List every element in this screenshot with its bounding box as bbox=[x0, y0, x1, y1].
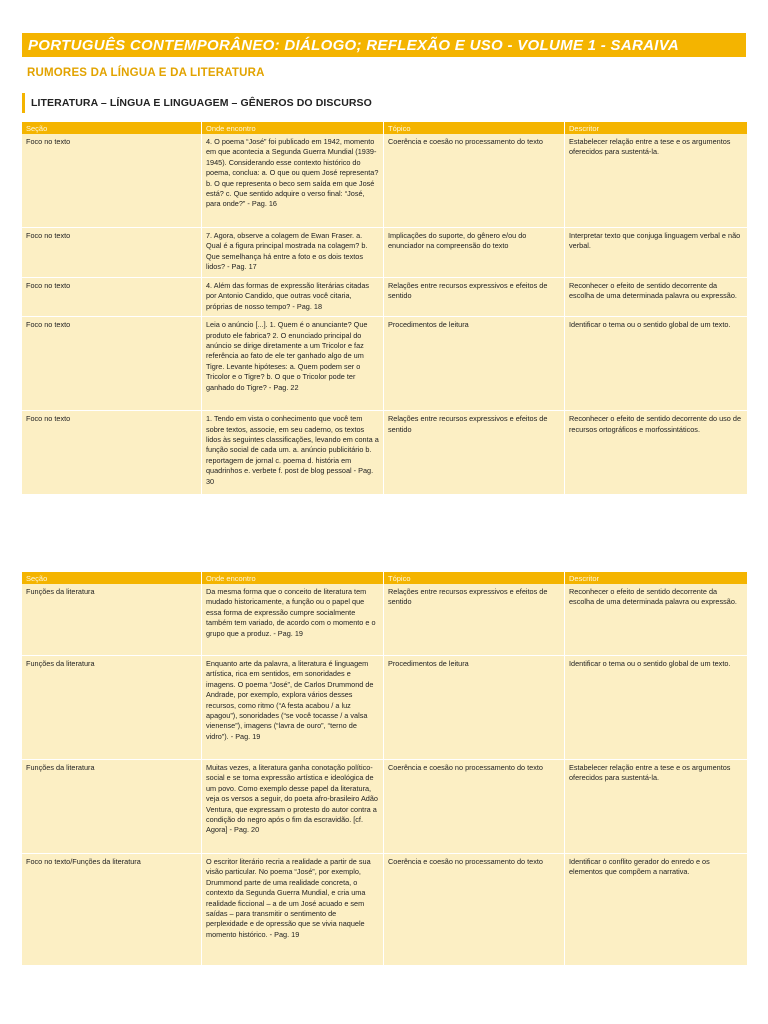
table-header-row bbox=[22, 122, 747, 134]
col-header-topico: Tópico bbox=[384, 122, 565, 134]
section-heading: LITERATURA – LÍNGUA E LINGUAGEM – GÊNEROS DO DISCURSO bbox=[22, 93, 372, 113]
cell-secao: Foco no texto bbox=[22, 134, 202, 228]
table-row bbox=[22, 584, 747, 656]
cell-onde-encontro: Leia o anúncio [...]. 1. Quem é o anunciante? Que produto ele fabrica? 2. O enunciado principal do anúncio se dirige diretamente a um Tricolor e faz referência ao fato de ele ter ganhado algo de um Tigre. Levante hipóteses: a. Quem podem ser o Tricolor e o Tigre? b. O que o Tricolor pode ter ganhado do Tigre? - Pag. 22 bbox=[202, 317, 384, 411]
table-row bbox=[22, 278, 747, 317]
cell-topico: Relações entre recursos expressivos e efeitos de sentido bbox=[384, 278, 565, 317]
table-row bbox=[22, 134, 747, 228]
document-title-bar bbox=[22, 33, 746, 57]
cell-onde-encontro: 7. Agora, observe a colagem de Ewan Fraser. a. Qual é a figura principal mostrada na colagem? b. Que semelhança há entre a foto e os dois textos lidos? - Pag. 17 bbox=[202, 228, 384, 278]
table-row bbox=[22, 656, 747, 760]
descriptor-table-2 bbox=[22, 572, 747, 966]
cell-secao: Foco no texto bbox=[22, 317, 202, 411]
col-header-secao: Seção bbox=[22, 122, 202, 134]
descriptor-table-1 bbox=[22, 122, 747, 495]
cell-secao: Foco no texto bbox=[22, 228, 202, 278]
table-row bbox=[22, 760, 747, 854]
cell-topico: Relações entre recursos expressivos e efeitos de sentido bbox=[384, 584, 565, 656]
col-header-onde-encontro: Onde encontro bbox=[202, 572, 384, 584]
cell-secao: Funções da literatura bbox=[22, 656, 202, 760]
table-header-row bbox=[22, 572, 747, 584]
cell-descritor: Interpretar texto que conjuga linguagem verbal e não verbal. bbox=[565, 228, 747, 278]
cell-secao: Foco no texto bbox=[22, 278, 202, 317]
cell-descritor: Reconhecer o efeito de sentido decorrente do uso de recursos ortográficos e morfossintáticos. bbox=[565, 411, 747, 495]
cell-secao: Funções da literatura bbox=[22, 584, 202, 656]
col-header-descritor: Descritor bbox=[565, 572, 747, 584]
cell-onde-encontro: O escritor literário recria a realidade a partir de sua visão particular. No poema “José”, por exemplo, Drummond parte de uma realidade concreta, o contexto da Segunda Guerra Mundial, e cria uma realidade ficcional – a de um José acuado e sem saídas – para transmitir o sentimento de perplexidade e de opressão que se vivia naquele momento histórico. - Pag. 19 bbox=[202, 854, 384, 966]
cell-onde-encontro: 4. O poema “José” foi publicado em 1942, momento em que acontecia a Segunda Guerra Mundial (1939-1945). Considerando esse contexto histórico do poema, conclua: a. O que ou quem José representa? b. O que representa o beco sem saída em que José está? c. Que sentido adquire o verso final: “José, para onde?” - Pag. 16 bbox=[202, 134, 384, 228]
table-row bbox=[22, 317, 747, 411]
col-header-topico: Tópico bbox=[384, 572, 565, 584]
cell-topico: Coerência e coesão no processamento do texto bbox=[384, 134, 565, 228]
table-row bbox=[22, 854, 747, 966]
table-row bbox=[22, 411, 747, 495]
cell-topico: Procedimentos de leitura bbox=[384, 317, 565, 411]
cell-descritor: Estabelecer relação entre a tese e os argumentos oferecidos para sustentá-la. bbox=[565, 134, 747, 228]
cell-onde-encontro: 1. Tendo em vista o conhecimento que você tem sobre textos, associe, em seu caderno, os textos lidos às seguintes classificações, levando em conta a função social de cada um. a. anúncio publicitário b. reportagem de jornal c. poema d. história em quadrinhos e. verbete f. post de blog pessoal - Pag. 30 bbox=[202, 411, 384, 495]
chapter-subtitle: RUMORES DA LÍNGUA E DA LITERATURA bbox=[27, 67, 265, 79]
cell-descritor: Identificar o conflito gerador do enredo e os elementos que compõem a narrativa. bbox=[565, 854, 747, 966]
cell-topico: Coerência e coesão no processamento do texto bbox=[384, 760, 565, 854]
col-header-descritor: Descritor bbox=[565, 122, 747, 134]
table-row bbox=[22, 228, 747, 278]
cell-secao: Funções da literatura bbox=[22, 760, 202, 854]
col-header-secao: Seção bbox=[22, 572, 202, 584]
cell-secao: Foco no texto/Funções da literatura bbox=[22, 854, 202, 966]
cell-descritor: Estabelecer relação entre a tese e os argumentos oferecidos para sustentá-la. bbox=[565, 760, 747, 854]
cell-topico: Relações entre recursos expressivos e efeitos de sentido bbox=[384, 411, 565, 495]
cell-onde-encontro: Muitas vezes, a literatura ganha conotação político-social e se torna expressão artística e ideológica de um povo. Como exemplo desse papel da literatura, veja os versos a seguir, do poeta afro-brasileiro Adão Ventura, que expressam o protesto do autor contra a condição do negro após o fim da escravidão. [cf. Agora] - Pag. 20 bbox=[202, 760, 384, 854]
cell-topico: Implicações do suporte, do gênero e/ou do enunciador na compreensão do texto bbox=[384, 228, 565, 278]
cell-descritor: Identificar o tema ou o sentido global de um texto. bbox=[565, 656, 747, 760]
col-header-onde-encontro: Onde encontro bbox=[202, 122, 384, 134]
cell-secao: Foco no texto bbox=[22, 411, 202, 495]
cell-onde-encontro: 4. Além das formas de expressão literárias citadas por Antonio Candido, que outras você citaria, próprias de nosso tempo? - Pag. 18 bbox=[202, 278, 384, 317]
cell-descritor: Reconhecer o efeito de sentido decorrente da escolha de uma determinada palavra ou expressão. bbox=[565, 584, 747, 656]
cell-topico: Coerência e coesão no processamento do texto bbox=[384, 854, 565, 966]
document-title: PORTUGUÊS CONTEMPORÂNEO: DIÁLOGO; REFLEXÃO E USO - VOLUME 1 - SARAIVA bbox=[28, 36, 680, 54]
cell-descritor: Identificar o tema ou o sentido global de um texto. bbox=[565, 317, 747, 411]
cell-topico: Procedimentos de leitura bbox=[384, 656, 565, 760]
cell-onde-encontro: Da mesma forma que o conceito de literatura tem mudado historicamente, a função ou o papel que essa forma de expressão cumpre socialmente também tem variado, de acordo com o momento e o grupo que a produz. - Pag. 19 bbox=[202, 584, 384, 656]
cell-onde-encontro: Enquanto arte da palavra, a literatura é linguagem artística, rica em sentidos, em sonoridades e imagens. O poema “José”, de Carlos Drummond de Andrade, por exemplo, explora vários desses recursos, como ritmo (“A festa acabou / a luz apagou”), sonoridades (“se você tocasse / a valsa vienense”), imagens (“lavra de ouro”, “terno de vidro”). - Pag. 19 bbox=[202, 656, 384, 760]
cell-descritor: Reconhecer o efeito de sentido decorrente da escolha de uma determinada palavra ou expressão. bbox=[565, 278, 747, 317]
